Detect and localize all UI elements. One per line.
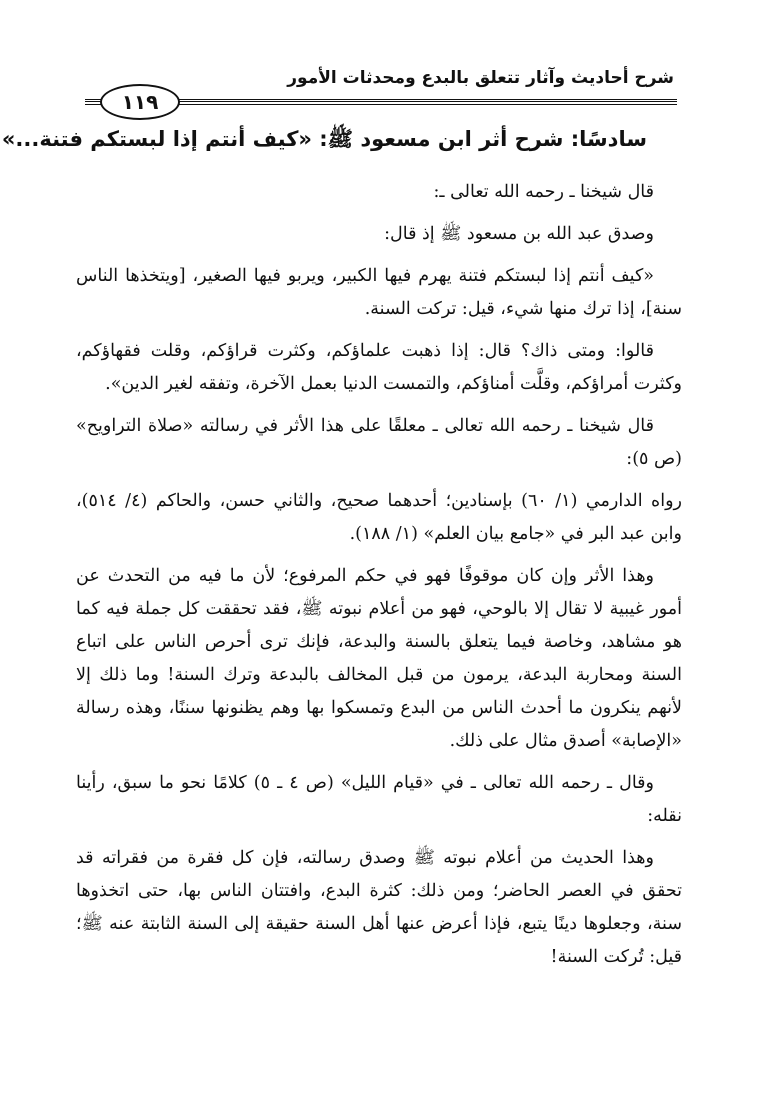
paragraph: وهذا الأثر وإن كان موقوفًا فهو في حكم المرفوع؛ لأن ما فيه من التحدث عن أمور غيبية لا تقال إلا بالوحي، فهو من أعلام نبوته ﷺ، فقد تحققت كل جملة فيه كما هو مشاهد، وخاصة فيما يتعلق بالسنة والبدعة، فإنك ترى أحرص الناس على اتباع السنة ومحاربة البدعة، يرمون من قبل المخالف بالبدعة وترك السنة! وما ذلك إلا لأنهم ينكرون ما أحدث الناس من البدع وتمسكوا بها وهم يظنونها سننًا، وهذه رسالة «الإصابة» أصدق مثال على ذلك. [76,566,682,751]
page-number: ١١٩ [100,84,180,120]
paragraph: وقال ـ رحمه الله تعالى ـ في «قيام الليل» (ص ٤ ـ ٥) كلامًا نحو ما سبق، رأينا نقله: [76,773,682,826]
paragraph: وهذا الحديث من أعلام نبوته ﷺ وصدق رسالته، فإن كل فقرة من فقراته قد تحقق في العصر الحاضر؛ ومن ذلك: كثرة البدع، وافتتان الناس بها، حتى اتخذوها سنة، وجعلوها دينًا يتبع، فإذا أعرض عنها أهل السنة حقيقة إلى السنة الثابتة عنه ﷺ؛ قيل: تُركت السنة! [76,848,682,967]
body-text [76,176,682,983]
citation-paragraph: رواه الدارمي (١/ ٦٠) بإسنادين؛ أحدهما صحيح، والثاني حسن، والحاكم (٤/ ٥١٤)، وابن عبد البر في «جامع بيان العلم» (١/ ١٨٨). [76,491,682,544]
quote-paragraph: قالوا: ومتى ذاك؟ قال: إذا ذهبت علماؤكم، وكثرت قراؤكم، وقلت فقهاؤكم، وكثرت أمراؤكم، وقلَّت أمناؤكم، والتمست الدنيا بعمل الآخرة، وتفقه لغير الدين». [76,341,682,394]
quote-paragraph: «كيف أنتم إذا لبستكم فتنة يهرم فيها الكبير، ويربو فيها الصغير، [ويتخذها الناس سنة]، إذا ترك منها شيء، قيل: تركت السنة. [76,266,682,319]
paragraph: قال شيخنا ـ رحمه الله تعالى ـ: [433,182,654,202]
section-heading: سادسًا: شرح أثر ابن مسعود ﷺ: «كيف أنتم إذا لبستكم فتنة...» [1,127,647,151]
running-header-title: شرح أحاديث وآثار تتعلق بالبدع ومحدثات الأمور [287,68,674,88]
paragraph: قال شيخنا ـ رحمه الله تعالى ـ معلقًا على هذا الأثر في رسالته «صلاة التراويح» (ص ٥): [76,416,682,469]
paragraph: وصدق عبد الله بن مسعود ﷺ إذ قال: [384,224,654,244]
